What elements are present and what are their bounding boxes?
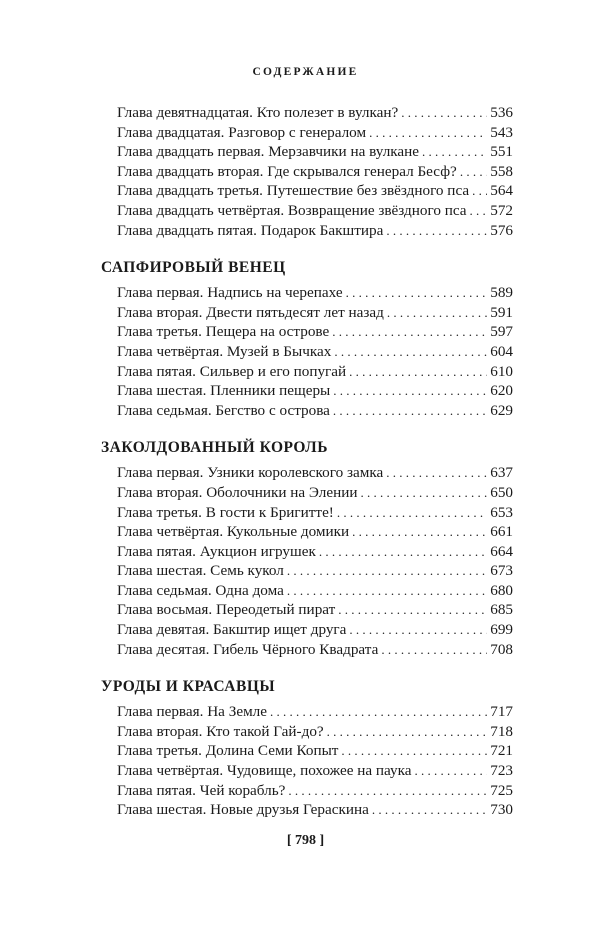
page-number: [ 798 ] <box>286 833 325 848</box>
dot-leader <box>372 800 487 820</box>
toc-entry <box>101 741 513 761</box>
toc-entry <box>101 162 513 182</box>
section-entries <box>101 463 513 659</box>
chapter-title: Глава вторая. Кто такой Гай-до? <box>117 722 324 740</box>
chapter-title: Глава четвёртая. Кукольные домики <box>117 523 350 541</box>
chapter-page-number: 558 <box>490 162 513 180</box>
chapter-page-number: 620 <box>490 382 513 400</box>
dot-leader <box>287 561 487 581</box>
chapter-page-number: 723 <box>490 762 513 780</box>
dot-leader <box>338 600 487 620</box>
chapter-page-number: 604 <box>490 342 513 360</box>
chapter-page-number: 721 <box>490 742 513 760</box>
chapter-page-number: 699 <box>490 621 513 639</box>
dot-leader <box>334 342 487 362</box>
dot-leader <box>349 620 487 640</box>
toc-entry <box>101 142 513 162</box>
chapter-title: Глава четвёртая. Чудовище, похожее на паука <box>117 762 412 780</box>
chapter-title: Глава первая. Надпись на черепахе <box>117 284 343 302</box>
dot-leader <box>288 781 487 801</box>
dot-leader <box>369 123 487 143</box>
dot-leader <box>460 162 487 182</box>
chapter-title: Глава первая. На Земле <box>117 703 268 721</box>
chapter-page-number: 725 <box>490 781 513 799</box>
toc-sections <box>101 257 513 820</box>
dot-leader <box>381 640 487 660</box>
toc-entry <box>101 401 513 421</box>
chapter-title: Глава двадцать первая. Мерзавчики на вулкане <box>117 143 420 161</box>
dot-leader <box>333 381 487 401</box>
chapter-title: Глава двадцать четвёртая. Возвращение звёздного пса <box>117 201 467 219</box>
chapter-title: Глава двадцатая. Разговор с генералом <box>117 123 367 141</box>
chapter-title: Глава шестая. Пленники пещеры <box>117 382 331 400</box>
chapter-page-number: 589 <box>490 284 513 302</box>
dot-leader <box>341 741 487 761</box>
toc-entry <box>101 702 513 722</box>
chapter-title: Глава третья. В гости к Бригитте! <box>117 503 334 521</box>
toc-entry <box>101 103 513 123</box>
chapter-page-number: 708 <box>490 640 513 658</box>
chapter-page-number: 718 <box>490 722 513 740</box>
chapter-title: Глава двадцать третья. Путешествие без звёздного пса <box>117 182 470 200</box>
chapter-page-number: 610 <box>490 362 513 380</box>
toc-section <box>101 257 513 420</box>
dot-leader <box>327 722 488 742</box>
dot-leader <box>346 283 488 303</box>
chapter-page-number: 597 <box>490 323 513 341</box>
section-title: УРОДЫ И КРАСАВЦЫ <box>101 678 276 696</box>
chapter-title: Глава седьмая. Одна дома <box>117 581 284 599</box>
toc-entry <box>101 381 513 401</box>
toc-entry <box>101 123 513 143</box>
dot-leader <box>386 221 487 241</box>
dot-leader <box>360 483 487 503</box>
toc-entry <box>101 322 513 342</box>
toc-entry <box>101 620 513 640</box>
toc-entry <box>101 362 513 382</box>
chapter-page-number: 536 <box>490 104 513 121</box>
chapter-title: Глава девятая. Бакштир ищет друга <box>117 621 347 639</box>
chapter-page-number: 673 <box>490 562 513 580</box>
chapter-title: Глава шестая. Новые друзья Гераскина <box>117 801 369 819</box>
dot-leader <box>472 181 487 201</box>
section-entries <box>101 702 513 820</box>
chapter-page-number: 576 <box>490 221 513 239</box>
dot-leader <box>422 142 487 162</box>
toc-entry <box>101 463 513 483</box>
section-entries <box>101 283 513 420</box>
dot-leader <box>352 522 487 542</box>
chapter-title: Глава третья. Пещера на острове <box>117 323 330 341</box>
chapter-title: Глава четвёртая. Музей в Бычках <box>117 342 332 360</box>
table-of-contents <box>101 103 513 820</box>
section-title: ЗАКОЛДОВАННЫЙ КОРОЛЬ <box>101 439 328 457</box>
chapter-page-number: 637 <box>490 464 513 482</box>
toc-section <box>101 676 513 820</box>
chapter-title: Глава третья. Долина Семи Копыт <box>117 742 339 760</box>
chapter-title: Глава шестая. Семь кукол <box>117 562 284 580</box>
toc-entry <box>101 503 513 523</box>
chapter-page-number: 680 <box>490 581 513 599</box>
toc-entry <box>101 561 513 581</box>
dot-leader <box>287 581 487 601</box>
chapter-title: Глава девятнадцатая. Кто полезет в вулкан? <box>117 104 399 121</box>
toc-entry <box>101 221 513 241</box>
chapter-title: Глава пятая. Сильвер и его попугай <box>117 362 347 380</box>
toc-entry <box>101 581 513 601</box>
toc-entry <box>101 181 513 201</box>
chapter-title: Глава восьмая. Переодетый пират <box>117 601 336 619</box>
chapter-page-number: 717 <box>490 703 513 721</box>
chapter-title: Глава двадцать вторая. Где скрывался генерал Бесф? <box>117 162 457 180</box>
chapter-title: Глава пятая. Чей корабль? <box>117 781 286 799</box>
chapter-page-number: 653 <box>490 503 513 521</box>
chapter-title: Глава первая. Узники королевского замка <box>117 464 384 482</box>
dot-leader <box>337 503 487 523</box>
chapter-page-number: 629 <box>490 401 513 419</box>
toc-entry <box>101 781 513 801</box>
chapter-page-number: 661 <box>490 523 513 541</box>
toc-entry <box>101 800 513 820</box>
chapter-page-number: 572 <box>490 201 513 219</box>
dot-leader <box>414 761 487 781</box>
toc-entry <box>101 542 513 562</box>
toc-entry <box>101 640 513 660</box>
dot-leader <box>333 401 487 421</box>
chapter-title: Глава вторая. Оболочники на Элении <box>117 483 358 501</box>
dot-leader <box>332 322 487 342</box>
dot-leader <box>349 362 487 382</box>
chapter-page-number: 685 <box>490 601 513 619</box>
chapter-page-number: 551 <box>490 143 513 161</box>
toc-section <box>101 437 513 659</box>
chapter-page-number: 664 <box>490 542 513 560</box>
chapter-page-number: 730 <box>490 801 513 819</box>
chapter-title: Глава десятая. Гибель Чёрного Квадрата <box>117 640 379 658</box>
toc-entry <box>101 342 513 362</box>
dot-leader <box>401 103 487 123</box>
chapter-page-number: 543 <box>490 123 513 141</box>
section-title: САПФИРОВЫЙ ВЕНЕЦ <box>101 259 286 277</box>
toc-entry <box>101 283 513 303</box>
toc-entry <box>101 600 513 620</box>
chapter-page-number: 650 <box>490 483 513 501</box>
toc-entry <box>101 303 513 323</box>
dot-leader <box>319 542 487 562</box>
chapter-title: Глава седьмая. Бегство с острова <box>117 401 330 419</box>
dot-leader <box>387 303 487 323</box>
toc-entry <box>101 722 513 742</box>
page-header: СОДЕРЖАНИЕ <box>252 66 359 78</box>
dot-leader <box>270 702 487 722</box>
chapter-title: Глава пятая. Аукцион игрушек <box>117 542 316 560</box>
chapter-page-number: 564 <box>490 182 513 200</box>
dot-leader <box>386 463 487 483</box>
toc-entry <box>101 761 513 781</box>
toc-entry <box>101 201 513 221</box>
chapter-page-number: 591 <box>490 303 513 321</box>
toc-entry <box>101 522 513 542</box>
first-block-entries <box>101 103 513 240</box>
chapter-title: Глава вторая. Двести пятьдесят лет назад <box>117 303 384 321</box>
dot-leader <box>470 201 488 221</box>
toc-entry <box>101 483 513 503</box>
chapter-title: Глава двадцать пятая. Подарок Бакштира <box>117 221 384 239</box>
